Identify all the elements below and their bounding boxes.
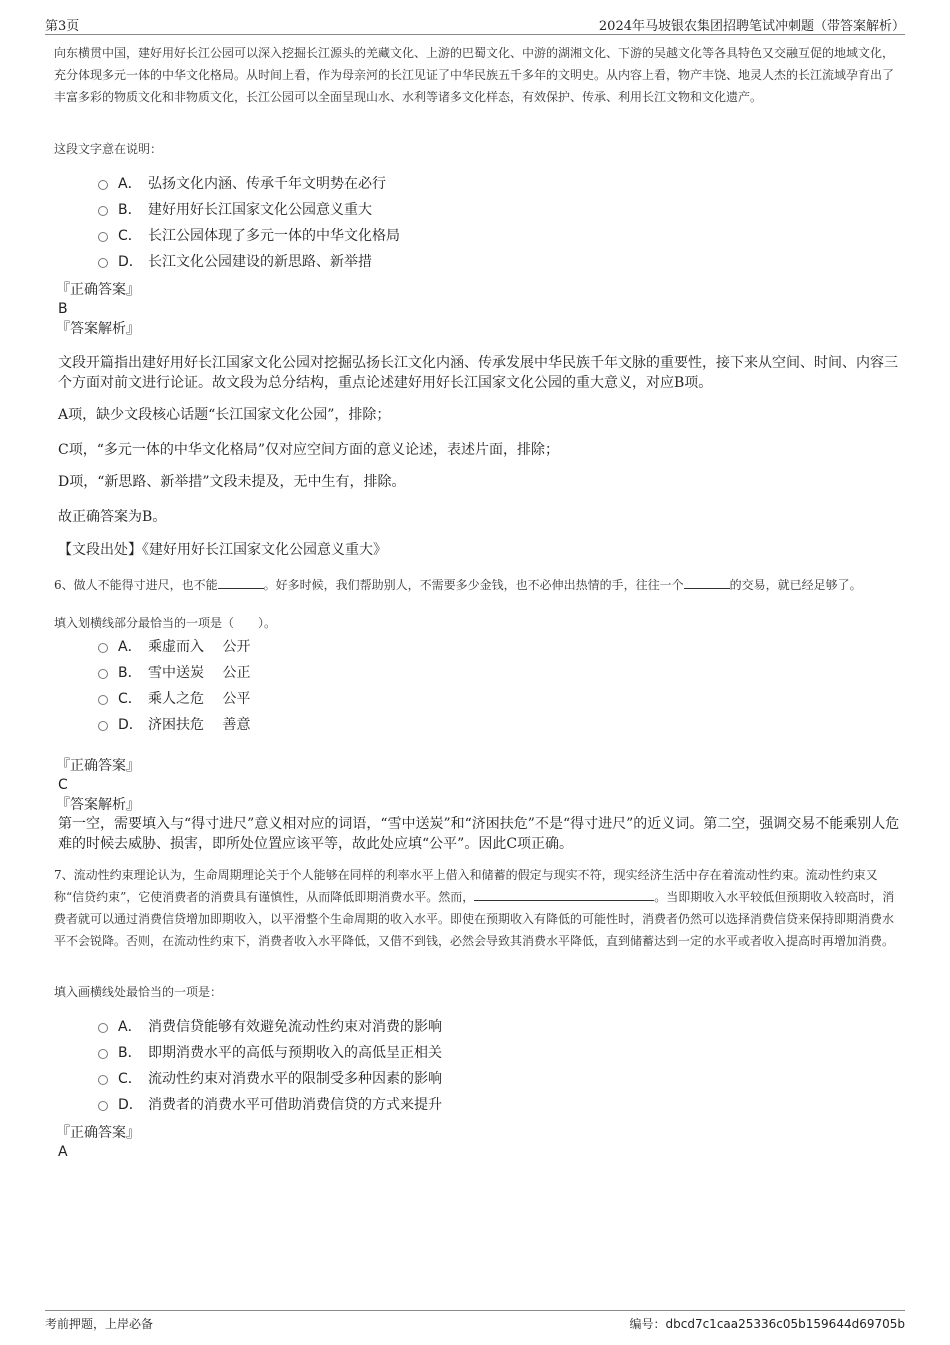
radio-icon[interactable]	[98, 721, 108, 731]
q6-option-b[interactable]: B． 雪中送炭 公正	[98, 660, 250, 686]
radio-icon[interactable]	[98, 1075, 108, 1085]
radio-icon[interactable]	[98, 206, 108, 216]
q5-source: 【文段出处】《建好用好长江国家文化公园意义重大》	[58, 542, 387, 558]
q6-option-c[interactable]: C． 乘人之危 公平	[98, 686, 250, 712]
radio-icon[interactable]	[98, 669, 108, 679]
radio-icon[interactable]	[98, 1101, 108, 1111]
radio-icon[interactable]	[98, 258, 108, 268]
q5-analysis-4: D项，“新思路、新举措”文段未提及，无中生有，排除。	[58, 474, 406, 490]
q5-analysis-3: C项，“多元一体的中华文化格局”仅对应空间方面的意义论述，表述片面，排除；	[58, 442, 560, 458]
q5-prompt: 这段文字意在说明：	[54, 142, 163, 156]
q6-answer: C	[58, 777, 68, 793]
document-code: 编号：dbcd7c1caa25336c05b159644d69705b	[629, 1317, 905, 1331]
radio-icon[interactable]	[98, 695, 108, 705]
q6-prompt: 填入划横线部分最恰当的一项是（ ）。	[54, 616, 277, 630]
q5-options	[98, 171, 400, 275]
blank-line	[474, 888, 654, 901]
footer-slogan: 考前押题，上岸必备	[45, 1317, 154, 1331]
q7-stem: 7、流动性约束理论认为，生命周期理论关于个人能够在同样的利率水平上借入和储蓄的假定与现实不符，现实经济生活中存在着流动性约束。流动性约束又称“信贷约束”，它使消费者的消费具有谨慎性，从而降低即期消费水平。然而， 。当即期收入水平较低但预期收入较高时，消费者就可以通过消费信贷增加即期收入，以平滑整个生命周期的收入水平。即使在预期收入有降低的可能性时，消费者仍然可以选择消费信贷来保持即期消费水平不会锐降。否则，在流动性约束下，消费者收入水平降低，又借不到钱，必然会导致其消费水平降低，直到储蓄达到一定的水平或者收入提高时再增加消费。	[54, 868, 895, 948]
q7-option-d[interactable]: D． 消费者的消费水平可借助消费信贷的方式来提升	[98, 1092, 442, 1118]
q5-answer: B	[58, 301, 68, 317]
q7-answer-label: 『正确答案』	[56, 1125, 140, 1141]
blank-line	[684, 576, 730, 589]
q7-option-c[interactable]: C． 流动性约束对消费水平的限制受多种因素的影响	[98, 1066, 442, 1092]
q5-analysis-label: 『答案解析』	[56, 321, 140, 337]
document-title: 2024年马坡银农集团招聘笔试冲刺题（带答案解析）	[598, 19, 905, 34]
q5-option-b[interactable]: B． 建好用好长江国家文化公园意义重大	[98, 197, 400, 223]
q7-answer: A	[58, 1144, 68, 1160]
q5-answer-label: 『正确答案』	[56, 282, 140, 298]
radio-icon[interactable]	[98, 1023, 108, 1033]
blank-line	[218, 576, 264, 589]
radio-icon[interactable]	[98, 643, 108, 653]
q6-analysis-label: 『答案解析』	[56, 797, 140, 813]
q5-passage: 向东横贯中国，建好用好长江公园可以深入挖掘长江源头的羌藏文化、上游的巴蜀文化、中游的湖湘文化、下游的吴越文化等各具特色又交融互促的地域文化，充分体现多元一体的中华文化格局。从时间上看，作为母亲河的长江见证了中华民族五千多年的文明史。从内容上看，物产丰饶、地灵人杰的长江流域孕育出了丰富多彩的物质文化和非物质文化，长江公园可以全面呈现山水、水利等诸多文化样态，有效保护、传承、利用长江文物和文化遗产。	[54, 46, 895, 104]
q5-analysis-2: A项，缺少文段核心话题“长江国家文化公园”，排除；	[58, 407, 391, 423]
q5-option-a[interactable]: A． 弘扬文化内涵、传承千年文明势在必行	[98, 171, 400, 197]
q6-option-d[interactable]: D． 济困扶危 善意	[98, 712, 250, 738]
radio-icon[interactable]	[98, 232, 108, 242]
q6-options	[98, 634, 250, 738]
radio-icon[interactable]	[98, 1049, 108, 1059]
radio-icon[interactable]	[98, 180, 108, 190]
q6-option-a[interactable]: A． 乘虚而入 公开	[98, 634, 250, 660]
page-number: 第3页	[45, 19, 80, 34]
q6-stem: 6、做人不能得寸进尺，也不能 。好多时候，我们帮助别人，不需要多少金钱，也不必伸出热情的手，往往一个 的交易，就已经足够了。	[54, 578, 862, 592]
q7-option-b[interactable]: B． 即期消费水平的高低与预期收入的高低呈正相关	[98, 1040, 442, 1066]
page-header	[45, 12, 905, 35]
page-footer	[45, 1310, 905, 1333]
q7-prompt: 填入画横线处最恰当的一项是：	[54, 985, 223, 999]
q7-option-a[interactable]: A． 消费信贷能够有效避免流动性约束对消费的影响	[98, 1014, 442, 1040]
q5-option-d[interactable]: D． 长江文化公园建设的新思路、新举措	[98, 249, 400, 275]
q5-analysis-5: 故正确答案为B。	[58, 509, 167, 525]
q5-analysis-1: 文段开篇指出建好用好长江国家文化公园对挖掘弘扬长江文化内涵、传承发展中华民族千年文脉的重要性，接下来从空间、时间、内容三个方面对前文进行论证。故文段为总分结构，重点论述建好用好长江国家文化公园的重大意义，对应B项。	[58, 355, 898, 391]
q7-options	[98, 1014, 442, 1118]
q5-option-c[interactable]: C． 长江公园体现了多元一体的中华文化格局	[98, 223, 400, 249]
q6-answer-label: 『正确答案』	[56, 758, 140, 774]
q6-analysis: 第一空，需要填入与“得寸进尺”意义相对应的词语，“雪中送炭”和“济困扶危”不是“得寸进尺”的近义词。第二空，强调交易不能乘别人危难的时候去威胁、损害，即所处位置应该平等，故此处应填“公平”。因此C项正确。	[58, 816, 900, 852]
